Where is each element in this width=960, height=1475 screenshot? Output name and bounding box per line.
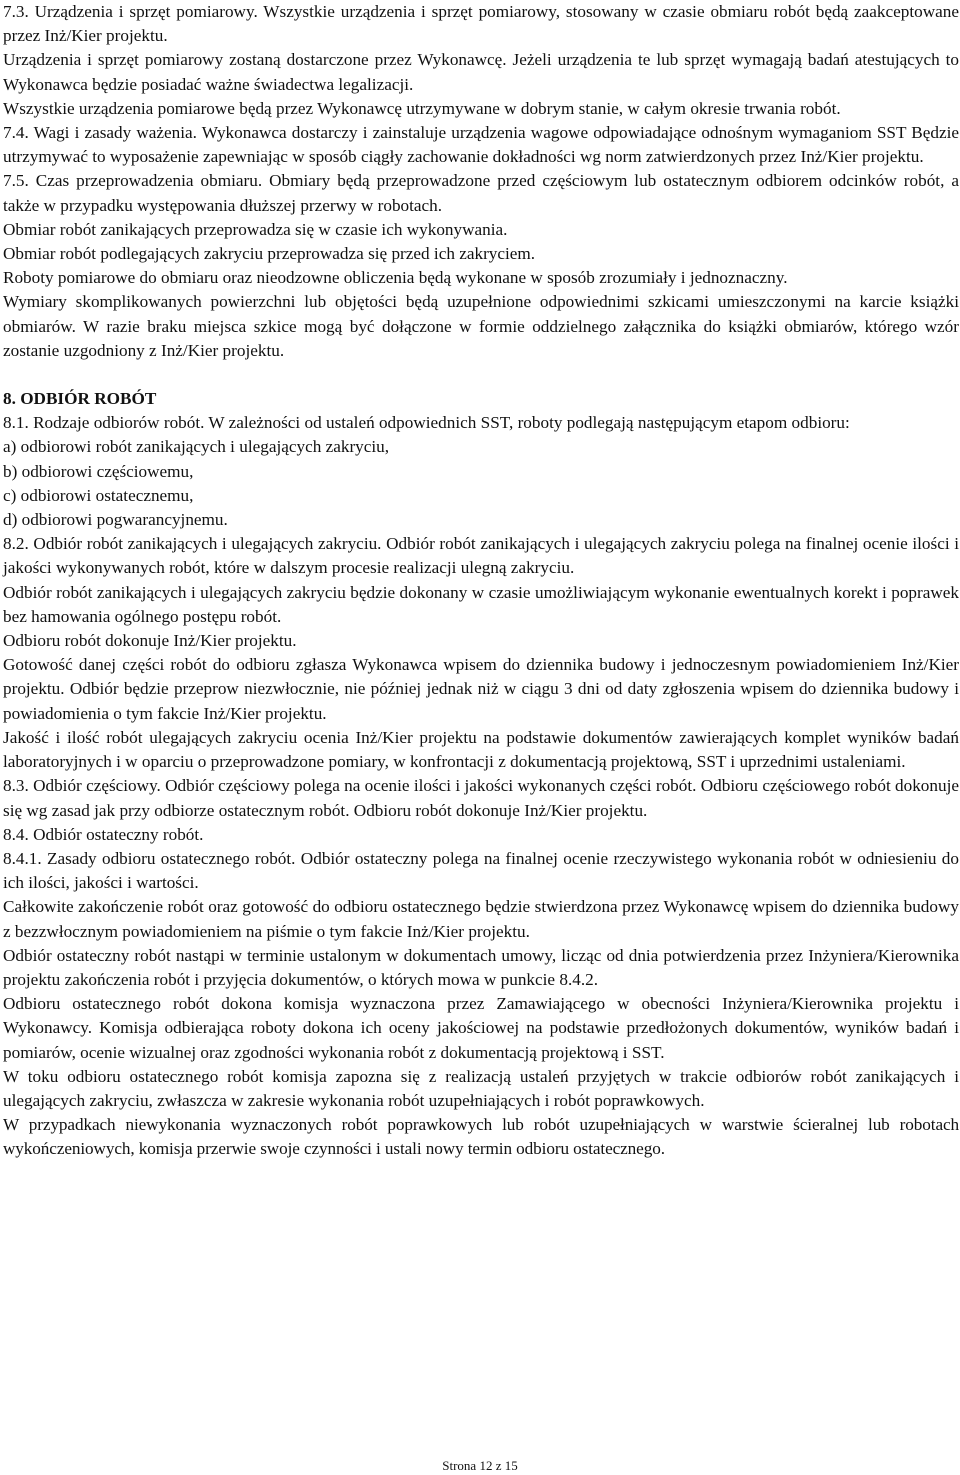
- list-item-c: c) odbiorowi ostatecznemu,: [3, 485, 194, 505]
- paragraph-8-4: 8.4. Odbiór ostateczny robót.: [3, 824, 204, 844]
- section-heading: 8. ODBIÓR ROBÓT: [3, 389, 157, 409]
- paragraph-termin: Odbiór ostateczny robót nastąpi w terminie ustalonym w dokumentach umowy, licząc od dnia potwierdzenia przez Inżyniera/Kierownika projektu zakończenia robót i przyjęcia dokumentów, o których mowa w punkcie 8.4.2.: [3, 945, 959, 989]
- paragraph-utrzymanie: Wszystkie urządzenia pomiarowe będą przez Wykonawcę utrzymywane w dobrym stanie, w całym okresie trwania robót.: [3, 98, 841, 118]
- paragraph-8-1: 8.1. Rodzaje odbiorów robót. W zależności od ustaleń odpowiednich SST, roboty podlegają następującym etapom odbioru:: [3, 413, 850, 433]
- paragraph-8-3: 8.3. Odbiór częściowy. Odbiór częściowy polega na ocenie ilości i jakości wykonanych części robót. Odbioru częściowego robót dokonuje się wg zasad jak przy odbiorze ostatecznym robót. Odbioru robót dokonuje Inż/Kier projektu.: [3, 776, 959, 820]
- paragraph-urzadzenia: Urządzenia i sprzęt pomiarowy zostaną dostarczone przez Wykonawcę. Jeżeli urządzenia te lub sprzęt wymagają badań atestujących to Wykonawca będzie posiadać ważne świadectwa legalizacji.: [3, 50, 959, 94]
- list-item-b: b) odbiorowi częściowemu,: [3, 461, 194, 481]
- document-page: [3, 0, 959, 1162]
- paragraph-7-4: 7.4. Wagi i zasady ważenia. Wykonawca dostarczy i zainstaluje urządzenia wagowe odpowiadające odnośnym wymaganiom SST Będzie utrzymywać to wyposażenie zapewniając w sposób ciągły zachowanie dokładności wg norm zatwierdzonych przez Inż/Kier projektu.: [3, 123, 959, 167]
- list-item-d: d) odbiorowi pogwarancyjnemu.: [3, 510, 228, 530]
- paragraph-obmiar-zakrycie: Obmiar robót podlegających zakryciu przeprowadza się przed ich zakryciem.: [3, 244, 536, 264]
- paragraph-odbior-korekty: Odbiór robót zanikających i ulegających zakryciu będzie dokonany w czasie umożliwiającym wykonanie ewentualnych korekt i poprawek bez hamowania ogólnego postępu robót.: [3, 582, 959, 626]
- paragraph-jakosc: Jakość i ilość robót ulegających zakryciu ocenia Inż/Kier projektu na podstawie dokumentów zawierających komplet wyników badań laboratoryjnych i w oparciu o przeprowadzone pomiary, w konfrontacji z dokumentacją projektową, SST i uprzednimi ustaleniami.: [3, 727, 959, 772]
- paragraph-odbioru-dokonuje: Odbioru robót dokonuje Inż/Kier projektu.: [3, 631, 297, 651]
- paragraph-w-przypadkach: W przypadkach niewykonania wyznaczonych robót poprawkowych lub robót uzupełniających w warstwie ścieralnej lub robotach wykończeniowych, komisja przerwie swoje czynności i ustali nowy termin odbioru ostatecznego.: [3, 1115, 959, 1159]
- paragraph-gotowosc: Gotowość danej części robót do odbioru zgłasza Wykonawca wpisem do dziennika budowy i jednoczesnym powiadomieniem Inż/Kier projektu. Odbiór będzie przeprow niezwłocznie, nie później jednak niż w ciągu 3 dni od daty zgłoszenia wpisem do dziennika budowy i powiadomienia o tym fakcie Inż/Kier projektu.: [3, 655, 959, 723]
- paragraph-8-4-1: 8.4.1. Zasady odbioru ostatecznego robót. Odbiór ostateczny polega na finalnej ocenie rzeczywistego wykonania robót w odniesieniu do ich ilości, jakości i wartości.: [3, 848, 959, 893]
- page-footer: Strona 12 z 15: [442, 1458, 518, 1473]
- paragraph-obmiar-zanikajacych: Obmiar robót zanikających przeprowadza się w czasie ich wykonywania.: [3, 219, 508, 239]
- paragraph-7-3: 7.3. Urządzenia i sprzęt pomiarowy. Wszystkie urządzenia i sprzęt pomiarowy, stosowany w czasie obmiaru robót będą zaakceptowane przez Inż/Kier projektu.: [3, 2, 959, 46]
- paragraph-wymiary: Wymiary skomplikowanych powierzchni lub objętości będą uzupełnione odpowiednimi szkicami umieszczonymi na karcie książki obmiarów. W razie braku miejsca szkice mogą być dołączone w formie oddzielnego załącznika do książki obmiarów, którego wzór zostanie uzgodniony z Inż/Kier projektu.: [3, 292, 959, 360]
- paragraph-8-2: 8.2. Odbiór robót zanikających i ulegających zakryciu. Odbiór robót zanikających i ulegających zakryciu polega na finalnej ocenie ilości i jakości wykonywanych robót, które w dalszym procesie realizacji ulegną zakryciu.: [3, 534, 959, 578]
- paragraph-komisja: Odbioru ostatecznego robót dokona komisja wyznaczona przez Zamawiającego w obecności Inżyniera/Kierownika projektu i Wykonawcy. Komisja odbierająca roboty dokona ich oceny jakościowej na podstawie przedłożonych dokumentów, wyników badań i pomiarów, ocenie wizualnej oraz zgodności wykonania robót z dokumentacją projektową i SST.: [3, 994, 959, 1062]
- list-item-a: a) odbiorowi robót zanikających i ulegających zakryciu,: [3, 437, 390, 457]
- paragraph-roboty-pomiarowe: Roboty pomiarowe do obmiaru oraz nieodzowne obliczenia będą wykonane w sposób zrozumiały i jednoznaczny.: [3, 268, 788, 288]
- paragraph-calkowite: Całkowite zakończenie robót oraz gotowość do odbioru ostatecznego będzie stwierdzona przez Wykonawcę wpisem do dziennika budowy z bezzwłocznym powiadomieniem na piśmie o tym fakcie Inż/Kier projektu.: [3, 897, 959, 941]
- paragraph-w-toku: W toku odbioru ostatecznego robót komisja zapozna się z realizacją ustaleń przyjętych w trakcie odbiorów robót zanikających i ulegających zakryciu, zwłaszcza w zakresie wykonania robót uzupełniających i robót poprawkowych.: [3, 1066, 959, 1110]
- paragraph-7-5: 7.5. Czas przeprowadzenia obmiaru. Obmiary będą przeprowadzone przed częściowym lub ostatecznym odbiorem odcinków robót, a także w przypadku występowania dłuższej przerwy w robotach.: [3, 171, 959, 215]
